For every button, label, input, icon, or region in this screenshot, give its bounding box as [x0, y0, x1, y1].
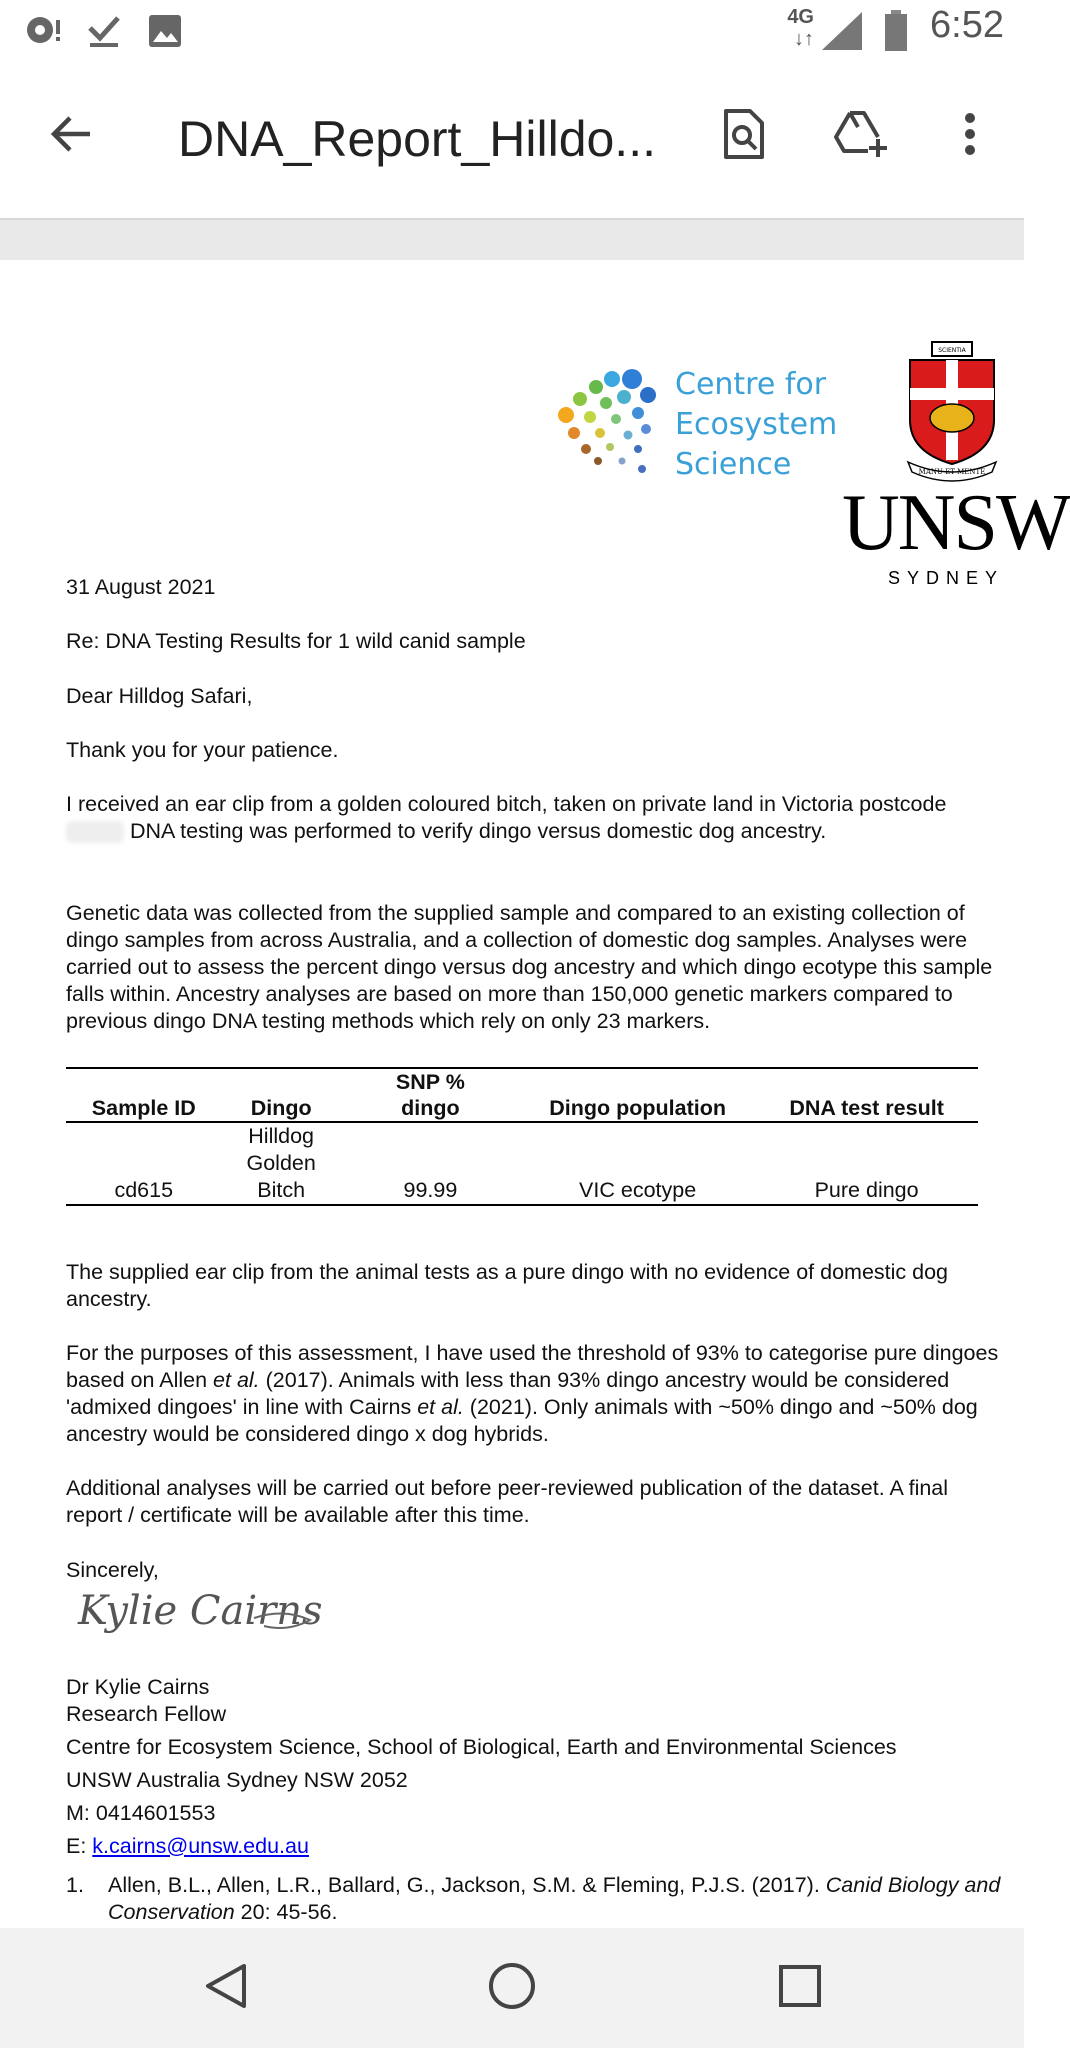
header-result: DNA test result [755, 1068, 978, 1122]
crest-scroll-text: SCIENTIA [938, 347, 966, 354]
para-5-text-a: For the purposes of this assessment, I have used the threshold of 93% to categorise pure dingoes based on Allen [66, 1340, 999, 1392]
reference-number: 1. [66, 1873, 84, 1897]
letter-date: 31 August 2021 [66, 574, 216, 599]
crest-motto-text: MANU ET MENTE [918, 468, 986, 476]
para-2-start: I received an ear clip from a golden coloured bitch, taken on private land in Victoria postcode [66, 791, 947, 816]
handwritten-signature [74, 1578, 334, 1648]
ces-line-2: Ecosystem [675, 407, 838, 442]
signer-name: Dr Kylie Cairns [66, 1674, 210, 1699]
add-to-drive-button[interactable] [828, 100, 900, 172]
more-options-button[interactable] [934, 100, 1006, 172]
reference-text [108, 1872, 1008, 1926]
document-title: DNA_Report_Hilldo... [178, 111, 656, 167]
para-2-end: DNA testing was performed to verify dingo versus domestic dog ancestry. [129, 818, 827, 843]
check-icon [86, 10, 122, 55]
email-label: E: [66, 1833, 93, 1858]
letter-para-6: Additional analyses will be carried out before peer-reviewed publication of the dataset. A final report / certificate will be available after this time. [66, 1475, 949, 1527]
status-bar [0, 0, 1024, 60]
para-5-etal-1: et al. [213, 1367, 260, 1392]
header-snp: SNP % dingo [341, 1068, 520, 1122]
ces-line-1: Centre for [675, 367, 827, 402]
reference-authors: Allen, B.L., Allen, L.R., Ballard, G., Jackson, S.M. & Fleming, P.J.S. (2017). [108, 1873, 826, 1897]
signal-icon [820, 10, 864, 57]
letter-para-1: Thank you for your patience. [66, 737, 339, 762]
ces-logo-text [675, 365, 837, 485]
notification-icon [22, 10, 64, 55]
page-gap [0, 220, 1024, 260]
redacted-postcode [66, 821, 124, 843]
nav-recents-button[interactable] [770, 1958, 830, 2018]
clock: 6:52 [930, 4, 1004, 46]
table-row [66, 1122, 978, 1205]
letter-para-5 [66, 1340, 1002, 1448]
cell-dingo: Hilldog Golden Bitch [222, 1122, 341, 1205]
signer-email-line [66, 1833, 1002, 1860]
image-icon [148, 10, 182, 53]
recents-nav-icon [778, 1964, 822, 2013]
cell-population: VIC ecotype [520, 1122, 755, 1205]
letter-para-2 [66, 791, 1002, 845]
cell-snp: 99.99 [341, 1122, 520, 1205]
signer-mobile: M: 0414601553 [66, 1800, 216, 1825]
app-bar [0, 60, 1024, 220]
more-vert-icon [964, 112, 976, 161]
network-label: 4G [787, 6, 814, 28]
find-in-page-button[interactable] [708, 100, 780, 172]
ces-logo [550, 365, 838, 485]
letter-salutation: Dear Hilldog Safari, [66, 683, 253, 708]
back-button[interactable] [34, 100, 106, 172]
unsw-logo [842, 340, 1070, 588]
email-link[interactable]: k.cairns@unsw.edu.au [92, 1833, 309, 1858]
letter-subject: Re: DNA Testing Results for 1 wild canid sample [66, 628, 526, 653]
para-5-text-c: (2021). Only animals with ~50% dingo and ~50% dog ancestry would be considered dingo x dog hybrids. [66, 1394, 978, 1446]
letter-closing: Sincerely, [66, 1557, 159, 1582]
unsw-wordmark: UNSW [842, 479, 1070, 567]
back-nav-icon [204, 1962, 248, 2015]
ces-dots-icon [550, 365, 675, 485]
svg-text:Kylie Cairns: Kylie Cairns [78, 1588, 323, 1634]
letter-para-3: Genetic data was collected from the supplied sample and compared to an existing collection of dingo samples from across Australia, and a collection of domestic dog samples. Analyses were carried out to assess the percent dingo versus dog ancestry and which dingo ecotype this sample falls within. Ancestry analyses are based on more than 150,000 genetic markers compared to previous dingo DNA testing methods which rely on only 23 markers. [66, 900, 993, 1033]
nav-back-button[interactable] [196, 1958, 256, 2018]
signer-address: UNSW Australia Sydney NSW 2052 [66, 1767, 408, 1792]
reference-1 [66, 1872, 1002, 1926]
para-5-etal-2: et al. [417, 1394, 464, 1419]
signer-role: Research Fellow [66, 1701, 227, 1726]
cell-sample-id: cd615 [66, 1122, 222, 1205]
battery-icon [884, 10, 908, 57]
add-to-drive-icon [834, 109, 894, 164]
cell-result: Pure dingo [755, 1122, 978, 1205]
reference-journal: Canid Biology and Conservation [108, 1873, 1001, 1924]
header-population: Dingo population [520, 1068, 755, 1122]
unsw-sydney: SYDNEY [888, 568, 1005, 588]
signer-department: Centre for Ecosystem Science, School of Biological, Earth and Environmental Sciences [66, 1734, 897, 1759]
document-page[interactable] [0, 260, 1070, 1928]
system-nav-bar [0, 1928, 1024, 2048]
reference-volume: 20: 45-56. [234, 1900, 338, 1924]
header-dingo: Dingo [222, 1068, 341, 1122]
home-nav-icon [487, 1961, 537, 2016]
nav-home-button[interactable] [482, 1958, 542, 2018]
table-header-row [66, 1068, 978, 1122]
back-arrow-icon [48, 114, 92, 159]
header-sample-id: Sample ID [66, 1068, 222, 1122]
unsw-crest-icon [904, 340, 1000, 480]
letter-para-4: The supplied ear clip from the animal tests as a pure dingo with no evidence of domestic dog ancestry. [66, 1259, 948, 1311]
results-table [66, 1067, 978, 1206]
ces-line-3: Science [675, 447, 792, 482]
para-5-text-b: (2017). Animals with less than 93% dingo ancestry would be considered 'admixed dingoes' in line with Cairns [66, 1367, 950, 1419]
find-in-page-icon [722, 107, 766, 166]
data-arrows-icon: ↓↑ [794, 28, 814, 50]
